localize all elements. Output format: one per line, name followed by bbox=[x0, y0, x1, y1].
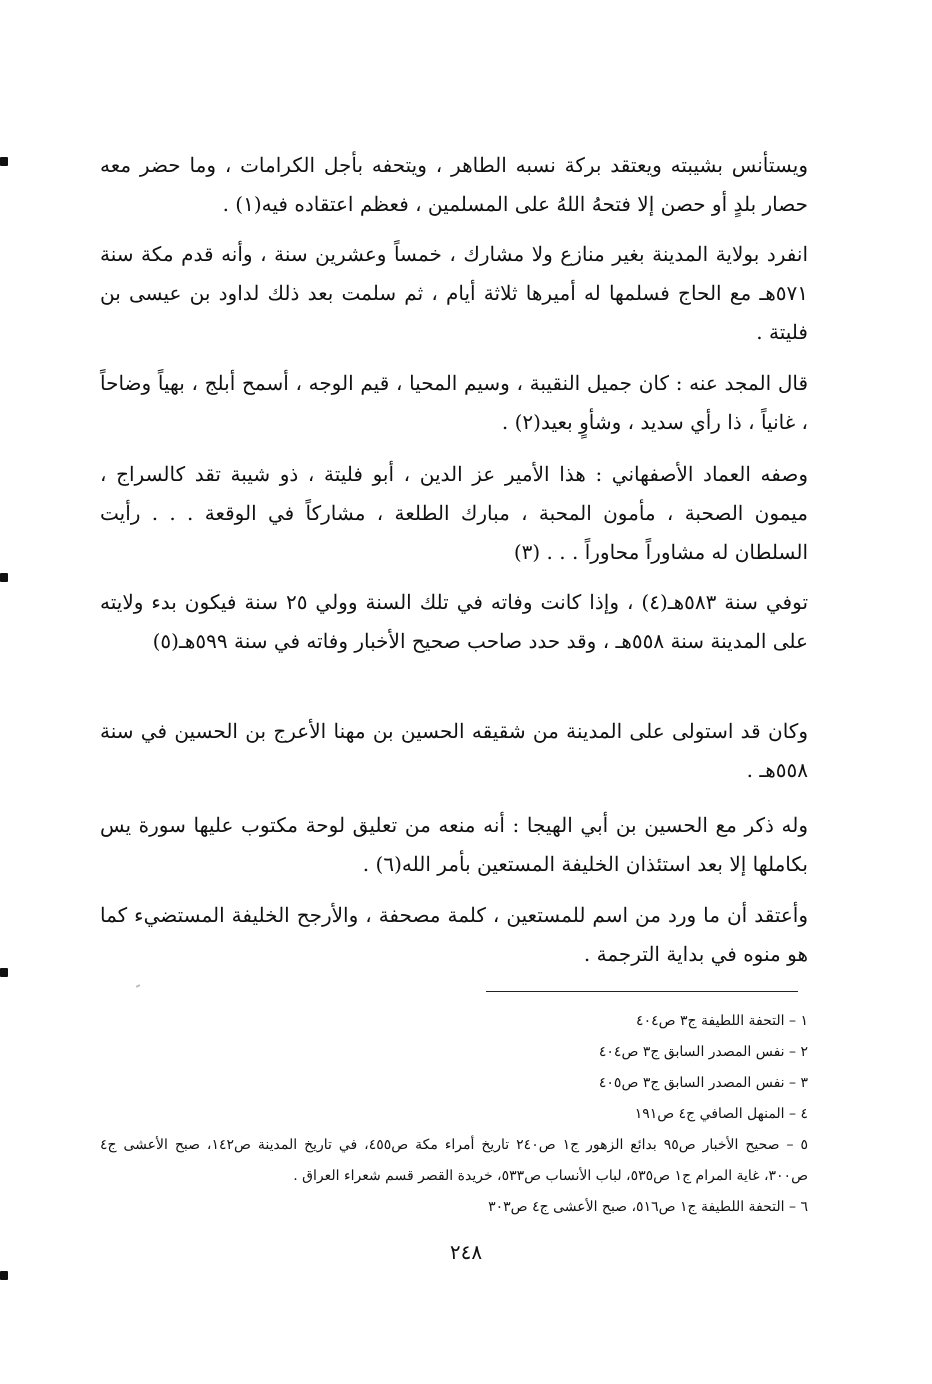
paragraph bbox=[100, 712, 808, 790]
scan-edge-mark bbox=[0, 573, 8, 582]
paragraph-text: ويستأنس بشيبته ويعتقد بركة نسبه الطاهر ، ويتحفه بأجل الكرامات ، وما حضر معه حصار بلدٍ أو حصن إلا فتحهُ اللهُ على المسلمين ، فعظم اعتقاده فيه(١) . bbox=[100, 153, 808, 216]
scan-speck bbox=[136, 984, 140, 988]
footnote: ٤ – المنهل الصافي ج٤ ص١٩١ bbox=[634, 1106, 808, 1122]
paragraph bbox=[100, 896, 808, 974]
footnote: ٦ – التحفة اللطيفة ج١ ص٥١٦، صبح الأعشى ج٤ ص٣٠٣ bbox=[488, 1199, 808, 1215]
paragraph bbox=[100, 806, 808, 884]
footnote: ١ – التحفة اللطيفة ج٣ ص٤٠٤ bbox=[636, 1013, 808, 1029]
footnotes bbox=[100, 1006, 808, 1223]
scan-edge-mark bbox=[0, 157, 8, 166]
scan-edge-mark bbox=[0, 968, 8, 977]
paragraph-text: انفرد بولاية المدينة بغير منازع ولا مشارك ، خمساً وعشرين سنة ، وأنه قدم مكة سنة ٥٧١هـ مع الحاج فسلمها له أميرها ثلاثة أيام ، ثم سلمت بعد ذلك لداود بن عيسى بن فليتة . bbox=[100, 242, 809, 344]
page-number: ٢٤٨ bbox=[449, 1240, 483, 1264]
paragraph bbox=[100, 235, 808, 352]
paragraph-text: وأعتقد أن ما ورد من اسم للمستعين ، كلمة مصحفة ، والأرجح الخليفة المستضيء كما هو منوه في بداية الترجمة . bbox=[100, 903, 808, 966]
paragraph-text: قال المجد عنه : كان جميل النقيبة ، وسيم المحيا ، قيم الوجه ، أسمح أبلج ، بهياً وضاحاً ، غانياً ، ذا رأي سديد ، وشأوٍ بعيد(٢) . bbox=[100, 371, 809, 434]
footnote: ٣ – نفس المصدر السابق ج٣ ص٤٠٥ bbox=[598, 1075, 808, 1091]
paragraph bbox=[100, 455, 808, 572]
footnote: ٥ – صحيح الأخبار ص٩٥ بدائع الزهور ج١ ص٢٤٠ تاريخ أمراء مكة ص٤٥٥، في تاريخ المدينة ص١٤٢، صبح الأعشى ج٤ ص٣٠٠، غاية المرام ج١ ص٥٣٥، لباب الأنساب ص٥٣٣، خريدة القصر قسم شعراء العراق . bbox=[100, 1137, 808, 1184]
footnote-separator bbox=[486, 991, 798, 992]
paragraph bbox=[100, 146, 808, 224]
paragraph-text: وصفه العماد الأصفهاني : هذا الأمير عز الدين ، أبو فليتة ، ذو شيبة تقد كالسراج ، ميمون الصحبة ، مأمون المحبة ، مبارك الطلعة ، مشاركاً في الوقعة . . . رأيت السلطان له مشاوراً محاوراً . . . (٣) bbox=[100, 462, 808, 564]
paragraph bbox=[100, 364, 808, 442]
paragraph-text: وكان قد استولى على المدينة من شقيقه الحسين بن مهنا الأعرج بن الحسين في سنة ٥٥٨هـ . bbox=[100, 719, 808, 782]
paragraph bbox=[100, 583, 808, 661]
paragraph-text: توفي سنة ٥٨٣هـ(٤) ، وإذا كانت وفاته في تلك السنة وولي ٢٥ سنة فيكون بدء ولايته على المدينة سنة ٥٥٨هـ ، وقد حدد صاحب صحيح الأخبار وفاته في سنة ٥٩٩هـ(٥) bbox=[100, 590, 809, 653]
paragraph-text: وله ذكر مع الحسين بن أبي الهيجا : أنه منعه من تعليق لوحة مكتوب عليها سورة يس بكاملها إلا بعد استئذان الخليفة المستعين بأمر الله(٦) . bbox=[100, 813, 808, 876]
footnote: ٢ – نفس المصدر السابق ج٣ ص٤٠٤ bbox=[598, 1044, 808, 1060]
scan-edge-mark bbox=[0, 1271, 8, 1280]
